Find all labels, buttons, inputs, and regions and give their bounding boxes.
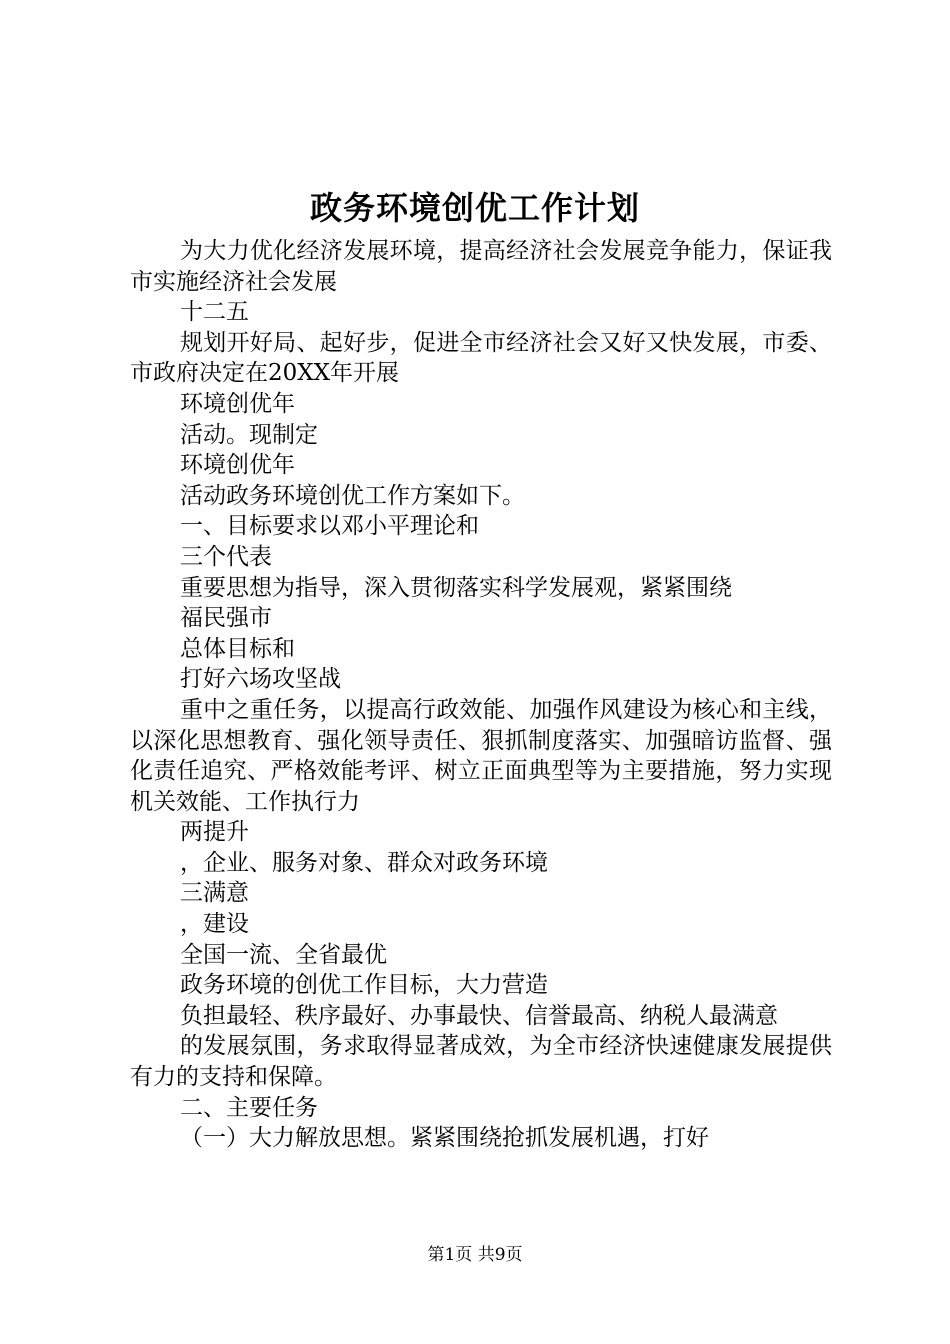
- paragraph: 福民强市: [180, 605, 272, 632]
- paragraph: 活动。现制定: [180, 421, 318, 448]
- paragraph: 重中之重任务，以提高行政效能、加强作风建设为核心和主线，以深化思想教育、强化领导责任、狠抓制度落实、加强暗访监督、强化责任追究、严格效能考评、树立正面典型等为主要措施，努力实现机关效能、工作执行力: [130, 696, 832, 815]
- paragraph: 二、主要任务: [180, 1094, 318, 1121]
- paragraph: 一、目标要求以邓小平理论和: [180, 513, 479, 540]
- paragraph: 活动政务环境创优工作方案如下。: [180, 482, 525, 509]
- paragraph: 的发展氛围，务求取得显著成效，为全市经济快速健康发展提供有力的支持和保障。: [130, 1033, 832, 1091]
- paragraph: 十二五: [180, 299, 249, 326]
- paragraph: 打好六场攻坚战: [180, 666, 341, 693]
- paragraph: 全国一流、全省最优: [180, 941, 387, 968]
- paragraph: 总体目标和: [180, 635, 295, 662]
- document-title: 政务环境创优工作计划: [309, 189, 640, 227]
- paragraph: 两提升: [180, 819, 249, 846]
- paragraph: 政务环境的创优工作目标，大力营造: [180, 972, 548, 999]
- paragraph: ，企业、服务对象、群众对政务环境: [180, 849, 548, 876]
- paragraph: 负担最轻、秩序最好、办事最快、信誉最高、纳税人最满意: [180, 1002, 778, 1029]
- paragraph: 三满意: [180, 880, 249, 907]
- paragraph: 环境创优年: [180, 390, 295, 417]
- paragraph: （一）大力解放思想。紧紧围绕抢抓发展机遇，打好: [180, 1125, 709, 1152]
- paragraph: ，建设: [180, 911, 249, 938]
- paragraph: 规划开好局、起好步，促进全市经济社会又好又快发展，市委、市政府决定在20XX年开展: [130, 329, 832, 387]
- paragraph: 环境创优年: [180, 452, 295, 479]
- paragraph: 重要思想为指导，深入贯彻落实科学发展观，紧紧围绕: [180, 574, 732, 601]
- paragraph: 为大力优化经济发展环境，提高经济社会发展竞争能力，保证我市实施经济社会发展: [130, 238, 832, 295]
- paragraph: 三个代表: [180, 543, 272, 570]
- document-body: [130, 236, 832, 1154]
- page-number-footer: 第1页 共9页: [427, 1245, 523, 1265]
